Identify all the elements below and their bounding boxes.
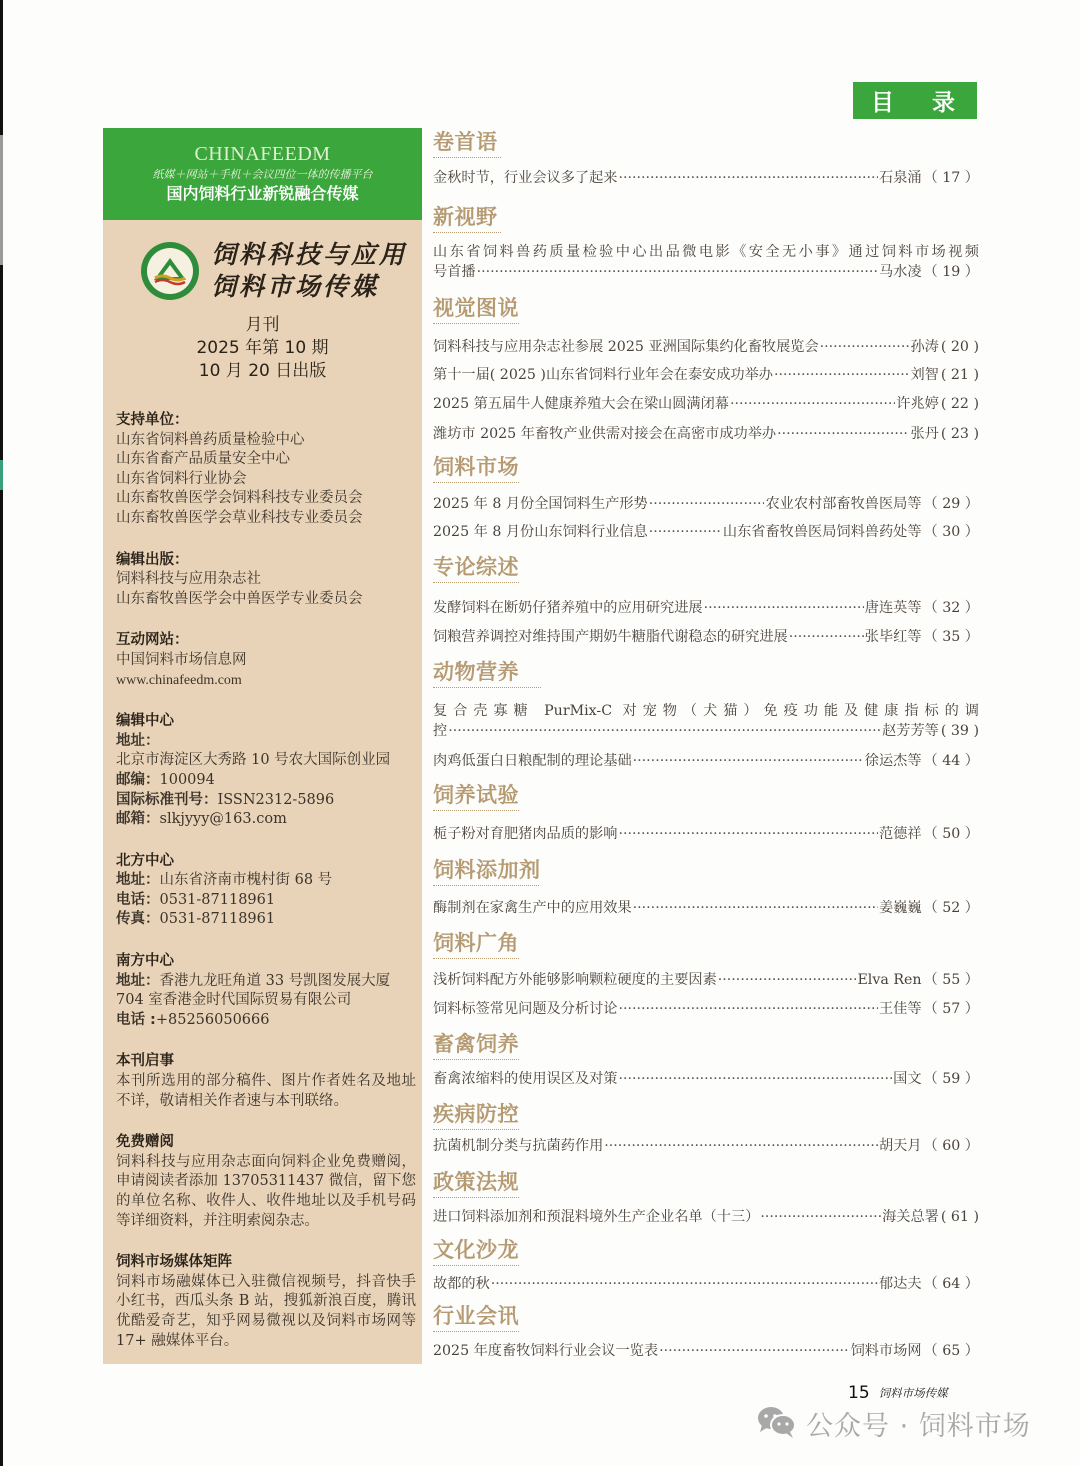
entry-author: 赵芳芳等 [882,723,939,739]
entry-title: 发酵饲料在断奶仔猪养殖中的应用研究进展 [433,600,703,616]
entry-author: 山东省畜牧兽医局饲料兽药处等 [722,524,922,540]
leader-dots [618,824,878,844]
entry-title: 饲料科技与应用杂志社参展 2025 亚洲国际集约化畜牧展览会 [433,339,819,355]
support-heading: 支持单位： [116,412,189,428]
notice-text: 本刊所选用的部分稿件、图片作者姓名及地址不详，敬请相关作者速与本刊联络。 [116,1073,416,1109]
toc-entry[interactable] [433,970,979,990]
wechat-watermark [756,1404,1031,1443]
entry-title: 2025 年 8 月份山东饲料行业信息 [433,524,648,540]
north-heading: 北方中心 [116,852,174,869]
editorial-address: 北京市海淀区大秀路 10 号农大国际创业园 [116,752,391,769]
south-center-block [103,952,422,1030]
section-heading: 饲养试验 [433,782,519,807]
publication-titles [211,239,407,303]
matrix-heading: 饲料市场媒体矩阵 [116,1254,232,1271]
publisher-line: 山东畜牧兽医学会中兽医学专业委员会 [116,590,363,607]
website-url[interactable]: www.chinafeedm.com [116,672,242,688]
south-phone: +85256050666 [155,1011,270,1028]
toc-entry[interactable] [433,824,979,844]
section-heading: 饲料添加剂 [433,857,541,882]
toc-section [433,128,979,158]
toc-section [433,453,979,483]
leader-dots [777,424,909,444]
north-address: 山东省济南市槐村街 68 号 [159,872,333,889]
section-divider [433,1129,519,1130]
section-divider [433,232,501,233]
section-divider [433,687,541,688]
entry-page: （ 60 ） [923,1138,979,1154]
section-heading: 专论综述 [433,554,519,579]
toc-entry[interactable] [433,898,979,918]
entry-title: 栀子粉对育肥猪肉品质的影响 [433,826,618,842]
north-phone: 0531-87118961 [159,891,276,908]
toc-entry[interactable] [433,424,979,444]
entry-title: 进口饲料添加剂和预混料境外生产企业名单（十三） [433,1209,760,1225]
entry-author: 孙涛 [910,339,939,355]
section-heading: 饲料市场 [433,454,519,479]
section-divider [433,885,539,886]
phone-label: 电话： [116,891,160,908]
entry-title-line1: 山东省饲料兽药质量检验中心出品微电影《安全无小事》通过饲料市场视频 [433,244,979,260]
leader-dots [633,751,864,771]
toc-entry[interactable] [433,365,979,385]
association-seal-icon [141,242,199,300]
entry-title: 第十一届( 2025 )山东省饲料行业年会在泰安成功举办 [433,367,773,383]
entry-title: 潍坊市 2025 年畜牧产业供需对接会在高密市成功举办 [433,426,777,442]
media-matrix-block [103,1253,422,1351]
issue-number: 2025 年第 10 期 [196,338,329,358]
brand-slogan: 国内饲料行业新锐融合传媒 [166,184,359,203]
leader-dots [618,168,878,188]
entry-page: （ 65 ） [923,1343,979,1359]
leader-dots [618,1069,892,1089]
postcode-value: 100094 [159,771,215,788]
email-value[interactable]: slkjyyy@163.com [159,811,287,828]
entry-page: （ 32 ） [923,600,979,616]
entry-author: 范德祥 [878,826,922,842]
section-heading: 政策法规 [433,1169,519,1194]
toc-section [433,1302,979,1332]
leader-dots [760,1207,881,1227]
entry-page: ( 23 ) [940,426,979,442]
section-divider [433,810,519,811]
toc-entry[interactable] [433,598,979,618]
leader-dots [633,898,878,918]
toc-entry[interactable] [433,168,979,188]
entry-page: （ 35 ） [923,629,979,645]
edge-segment [0,135,3,265]
publisher-heading: 编辑出版： [116,551,189,568]
toc-entry[interactable] [433,494,979,514]
editorial-heading: 编辑中心 [116,713,174,730]
entry-page: ( 61 ) [940,1209,979,1225]
support-unit: 山东畜牧兽医学会饲料科技专业委员会 [116,490,363,507]
toc-section [433,294,979,324]
north-fax: 0531-87118961 [159,911,276,928]
section-heading: 新视野 [433,204,498,229]
brand-tagline: 纸媒＋网站＋手机＋会议四位一体的传播平台 [152,168,373,181]
leader-dots [649,494,765,514]
editorial-center-block [103,712,422,830]
email-label: 邮箱： [116,811,160,828]
issue-frequency: 月刊 [245,315,280,335]
toc-entry[interactable] [433,1207,979,1227]
entry-author: 农业农村部畜牧兽医局等 [765,496,922,512]
publisher-block [103,551,422,610]
leader-dots [604,1136,878,1156]
entry-author: Elva Ren [857,972,922,988]
address-label: 地址： [116,732,160,749]
toc-entry[interactable] [433,1136,979,1156]
section-divider [433,1197,519,1198]
toc-section [433,658,979,688]
issn-label: 国际标准刊号： [116,791,218,808]
toc-section [433,1100,979,1130]
issue-date: 10 月 20 日出版 [198,361,327,381]
entry-page: ( 21 ) [940,367,979,383]
support-units-block [103,411,422,529]
publication-title-1: 饲料科技与应用 [211,240,408,269]
south-address-line2: 704 室香港金时代国际贸易有限公司 [116,992,352,1009]
toc-entry[interactable] [433,701,979,741]
toc-entry[interactable] [433,242,979,282]
toc-section [433,1236,979,1266]
issn-value: ISSN2312-5896 [217,791,335,808]
entry-page: （ 57 ） [923,1001,979,1017]
edge-segment [0,460,3,490]
toc-entry[interactable] [433,1341,979,1361]
entry-title: 酶制剂在家禽生产中的应用效果 [433,900,632,916]
entry-author: 徐运杰等 [864,753,922,769]
toc-section [433,553,979,583]
section-divider [433,482,519,483]
entry-author: 刘智 [910,367,939,383]
section-heading: 动物营养 [433,659,519,684]
entry-author: 国文 [893,1071,922,1087]
leader-dots [718,970,857,990]
north-center-block [103,852,422,930]
toc-entry[interactable] [433,751,979,771]
postcode-label: 邮编： [116,771,160,788]
entry-page: （ 29 ） [923,496,979,512]
entry-page: （ 44 ） [923,753,979,769]
entry-author: 唐连英等 [864,600,922,616]
section-heading: 行业会讯 [433,1303,519,1328]
entry-author: 许兆婷 [896,396,939,412]
entry-author: 石泉涌 [878,170,922,186]
wechat-icon [756,1405,798,1443]
toc-entry[interactable] [433,337,979,357]
support-unit: 山东省饲料行业协会 [116,470,247,487]
entry-title: 号首播 [433,264,476,280]
website-name: 中国饲料市场信息网 [116,651,247,668]
footer-publication: 饲料市场传媒 [878,1386,948,1400]
page-footer [848,1383,948,1403]
toc-entry[interactable] [433,1274,979,1294]
leader-dots [704,598,864,618]
entry-author: 张丹 [910,426,939,442]
toc-title-char: 目 [871,90,894,116]
website-heading: 互动网站： [116,632,189,649]
leader-dots [477,262,878,282]
entry-page: ( 39 ) [940,723,979,739]
section-heading: 视觉图说 [433,295,519,320]
entry-page: （ 17 ） [923,170,979,186]
free-heading: 免费赠阅 [116,1134,174,1151]
leader-dots [789,627,864,647]
entry-page: （ 59 ） [923,1071,979,1087]
entry-title: 2025 年 8 月份全国饲料生产形势 [433,496,648,512]
toc-entry[interactable] [433,1069,979,1089]
toc-section [433,856,979,886]
leader-dots [649,522,722,542]
toc-section [433,203,979,233]
entry-page: （ 19 ） [923,264,979,280]
section-divider [433,582,519,583]
section-heading: 文化沙龙 [433,1237,519,1262]
section-divider [433,157,501,158]
section-divider [433,323,519,324]
south-address-line1: 香港九龙旺角道 33 号凯图发展大厦 [159,972,391,989]
entry-title: 抗菌机制分类与抗菌药作用 [433,1138,604,1154]
entry-author: 饲料市场网 [850,1343,922,1359]
publication-title-2: 饲料市场传媒 [211,272,380,301]
leader-dots [659,1341,850,1361]
entry-title: 故都的秋 [433,1276,490,1292]
section-divider [433,958,519,959]
south-heading: 南方中心 [116,953,174,970]
entry-title: 饲料标签常见问题及分析讨论 [433,1001,618,1017]
entry-title: 肉鸡低蛋白日粮配制的理论基础 [433,753,632,769]
section-heading: 卷首语 [433,129,498,154]
toc-section [433,1168,979,1198]
free-text: 饲料科技与应用杂志面向饲料企业免费赠阅，申请阅读者添加 13705311437 微信，留下您的单位名称、收件人、收件地址以及手机号码等详细资料，并注明索阅杂志。 [116,1153,416,1229]
leader-dots [448,721,881,741]
entry-page: （ 64 ） [923,1276,979,1292]
section-heading: 疾病防控 [433,1101,519,1126]
entry-page: （ 52 ） [923,900,979,916]
leader-dots [618,999,878,1019]
entry-page: （ 55 ） [923,972,979,988]
logo-row [103,220,422,306]
entry-title: 金秋时节，行业会议多了起来 [433,170,618,186]
entry-author: 胡天月 [878,1138,922,1154]
entry-title: 2025 年度畜牧饲料行业会议一览表 [433,1343,659,1359]
notice-block [103,1052,422,1111]
entry-author: 张毕红等 [864,629,922,645]
section-divider [433,1265,519,1266]
leader-dots [774,365,910,385]
leader-dots [730,394,895,414]
entry-page: ( 20 ) [940,339,979,355]
entry-title-line1: 复合壳寡糖 PurMix-C 对宠物（犬猫）免疫功能及健康指标的调 [433,703,979,719]
toc-section [433,781,979,811]
leader-dots [820,337,910,357]
matrix-text: 饲料市场融媒体已入驻微信视频号，抖音快手小红书，西瓜头条 B 站，搜狐新浪百度，腾讯优酷爱奇艺，知乎网易微视以及饲料市场网等 17+ 融媒体平台。 [116,1273,416,1349]
toc-entry[interactable] [433,522,979,542]
masthead-sidebar [103,128,422,1364]
section-heading: 畜禽饲养 [433,1031,519,1056]
section-divider [433,1059,519,1060]
entry-author: 王佳等 [878,1001,922,1017]
page-number: 15 [848,1383,870,1403]
entry-author: 姜巍巍 [878,900,922,916]
leader-dots [491,1274,878,1294]
entry-title: 饲粮营养调控对维持围产期奶牛糖脂代谢稳态的研究进展 [433,629,788,645]
issue-info [103,314,422,383]
entry-page: （ 30 ） [923,524,979,540]
toc-section [433,929,979,959]
entry-title: 浅析饲料配方外能够影响颗粒硬度的主要因素 [433,972,717,988]
fax-label: 传真： [116,911,160,928]
notice-heading: 本刊启事 [116,1053,174,1070]
toc-section [433,1030,979,1060]
toc-title-badge [853,82,977,119]
entry-author: 海关总署 [882,1209,939,1225]
phone-label: 电话 : [116,1011,156,1028]
entry-page: ( 22 ) [940,396,979,412]
free-subscription-block [103,1133,422,1231]
publisher-line: 饲料科技与应用杂志社 [116,571,261,588]
toc-entry[interactable] [433,627,979,647]
entry-author: 郁达夫 [878,1276,922,1292]
entry-author: 马水凌 [878,264,922,280]
page-edge-strip [0,0,3,1466]
support-unit: 山东省畜产品质量安全中心 [116,451,290,468]
support-unit: 山东省饲料兽药质量检验中心 [116,431,305,448]
entry-title: 畜禽浓缩料的使用误区及对策 [433,1071,618,1087]
toc-title-char: 录 [932,90,955,116]
brand-banner [103,128,422,220]
address-label: 地址： [116,872,160,889]
entry-title: 2025 第五届牛人健康养殖大会在梁山圆满闭幕 [433,396,729,412]
entry-page: （ 50 ） [923,826,979,842]
address-label: 地址： [116,972,160,989]
website-block [103,631,422,690]
toc-entry[interactable] [433,999,979,1019]
support-unit: 山东畜牧兽医学会草业科技专业委员会 [116,509,363,526]
section-heading: 饲料广角 [433,930,519,955]
watermark-text: 公众号 · 饲料市场 [806,1411,1031,1442]
brand-name: CHINAFEEDM [194,143,331,165]
section-divider [433,1331,519,1332]
toc-entry[interactable] [433,394,979,414]
entry-title: 控 [433,723,448,739]
